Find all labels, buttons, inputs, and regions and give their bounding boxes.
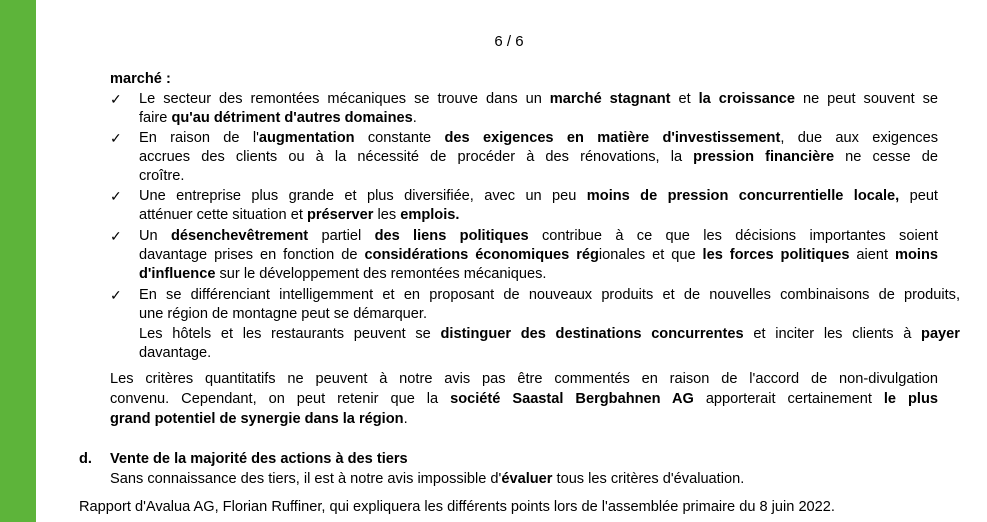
checkmark-icon: ✓ — [110, 287, 122, 303]
checkmark-icon: ✓ — [110, 188, 122, 204]
bold-phrase: grand potentiel de synergie dans la région — [110, 411, 404, 427]
bullet-line: Un désenchevêtrement partiel des liens politiques contribue à ce que les décisions importantes soient — [139, 228, 938, 244]
bullet-line: une région de montagne peut se démarquer. — [139, 306, 428, 322]
bullet-line: atténuer cette situation et préserver les emplois. — [139, 207, 460, 223]
bullet-line: En raison de l'augmentation constante des exigences en matière d'investissement, due aux exigences — [139, 130, 938, 146]
bold-phrase: la croissance — [698, 91, 795, 107]
paragraph-line: convenu. Cependant, on peut retenir que la société Saastal Bergbahnen AG apporterait certainement le plus — [110, 391, 938, 407]
bold-phrase: des liens politiques — [374, 228, 529, 244]
bold-phrase: pression financière — [693, 149, 835, 165]
bullet-line: Une entreprise plus grande et plus diversifiée, avec un peu moins de pression concurrentielle locale, peut — [139, 188, 938, 204]
bold-phrase: évaluer — [501, 471, 553, 487]
bold-phrase: qu'au détriment d'autres domaines — [171, 110, 413, 126]
bullet-line: Le secteur des remontées mécaniques se trouve dans un marché stagnant et la croissance ne peut souvent se — [139, 91, 939, 107]
bold-phrase: désenchevêtrement — [171, 228, 309, 244]
bold-phrase: augmentation — [258, 130, 355, 146]
bold-phrase: d'influence — [139, 266, 216, 282]
checkmark-icon: ✓ — [110, 91, 122, 107]
bold-phrase: les forces politiques — [702, 247, 850, 263]
bullet-line: davantage. — [139, 345, 212, 361]
intro-heading: marché : — [110, 71, 171, 87]
bold-phrase: distinguer des destinations concurrentes — [440, 326, 744, 342]
bold-phrase: moins de pression concurrentielle locale, — [586, 188, 900, 204]
page-number: 6 / 6 — [494, 33, 524, 50]
bullet-line: Les hôtels et les restaurants peuvent se distinguer des destinations concurrentes et inciter les clients à payer — [139, 326, 960, 342]
bold-phrase: considérations économiques rég — [364, 247, 599, 263]
bold-phrase: le plus — [883, 391, 938, 407]
bullet-line: croître. — [139, 168, 185, 184]
bullet-line: faire qu'au détriment d'autres domaines. — [139, 110, 417, 126]
bold-phrase: moins — [895, 247, 938, 263]
bold-phrase: des exigences en matière d'investissement — [444, 130, 781, 146]
footer-text: Rapport d'Avalua AG, Florian Ruffiner, qui expliquera les différents points lors de l'assemblée primaire du 8 juin 2022. — [79, 499, 835, 515]
section-d-title: Vente de la majorité des actions à des tiers — [110, 451, 408, 467]
bold-phrase: payer — [921, 326, 960, 342]
checkmark-icon: ✓ — [110, 228, 122, 244]
bold-phrase: emplois. — [400, 207, 460, 223]
bullet-line: En se différenciant intelligemment et en proposant de nouveaux produits et de nouvelles combinaisons de produits, — [139, 287, 960, 303]
bullet-line: accrues des clients ou à la nécessité de procéder à des rénovations, la pression financière ne cesse de — [139, 149, 938, 165]
bullet-line: d'influence sur le développement des remontées mécaniques. — [139, 266, 547, 282]
checkmark-icon: ✓ — [110, 130, 122, 146]
bold-phrase: marché stagnant — [549, 91, 671, 107]
bold-phrase: préserver — [306, 207, 374, 223]
section-d-letter: d. — [79, 451, 92, 467]
paragraph-line: grand potentiel de synergie dans la région. — [110, 411, 408, 427]
section-d-text: Sans connaissance des tiers, il est à notre avis impossible d'évaluer tous les critères d'évaluation. — [110, 471, 745, 487]
bold-phrase: société Saastal Bergbahnen AG — [450, 391, 694, 407]
paragraph-line: Les critères quantitatifs ne peuvent à notre avis pas être commentés en raison de l'accord de non-divulgation — [110, 371, 938, 387]
bullet-line: davantage prises en fonction de considérations économiques régionales et que les forces politiques aient moins — [139, 247, 938, 263]
